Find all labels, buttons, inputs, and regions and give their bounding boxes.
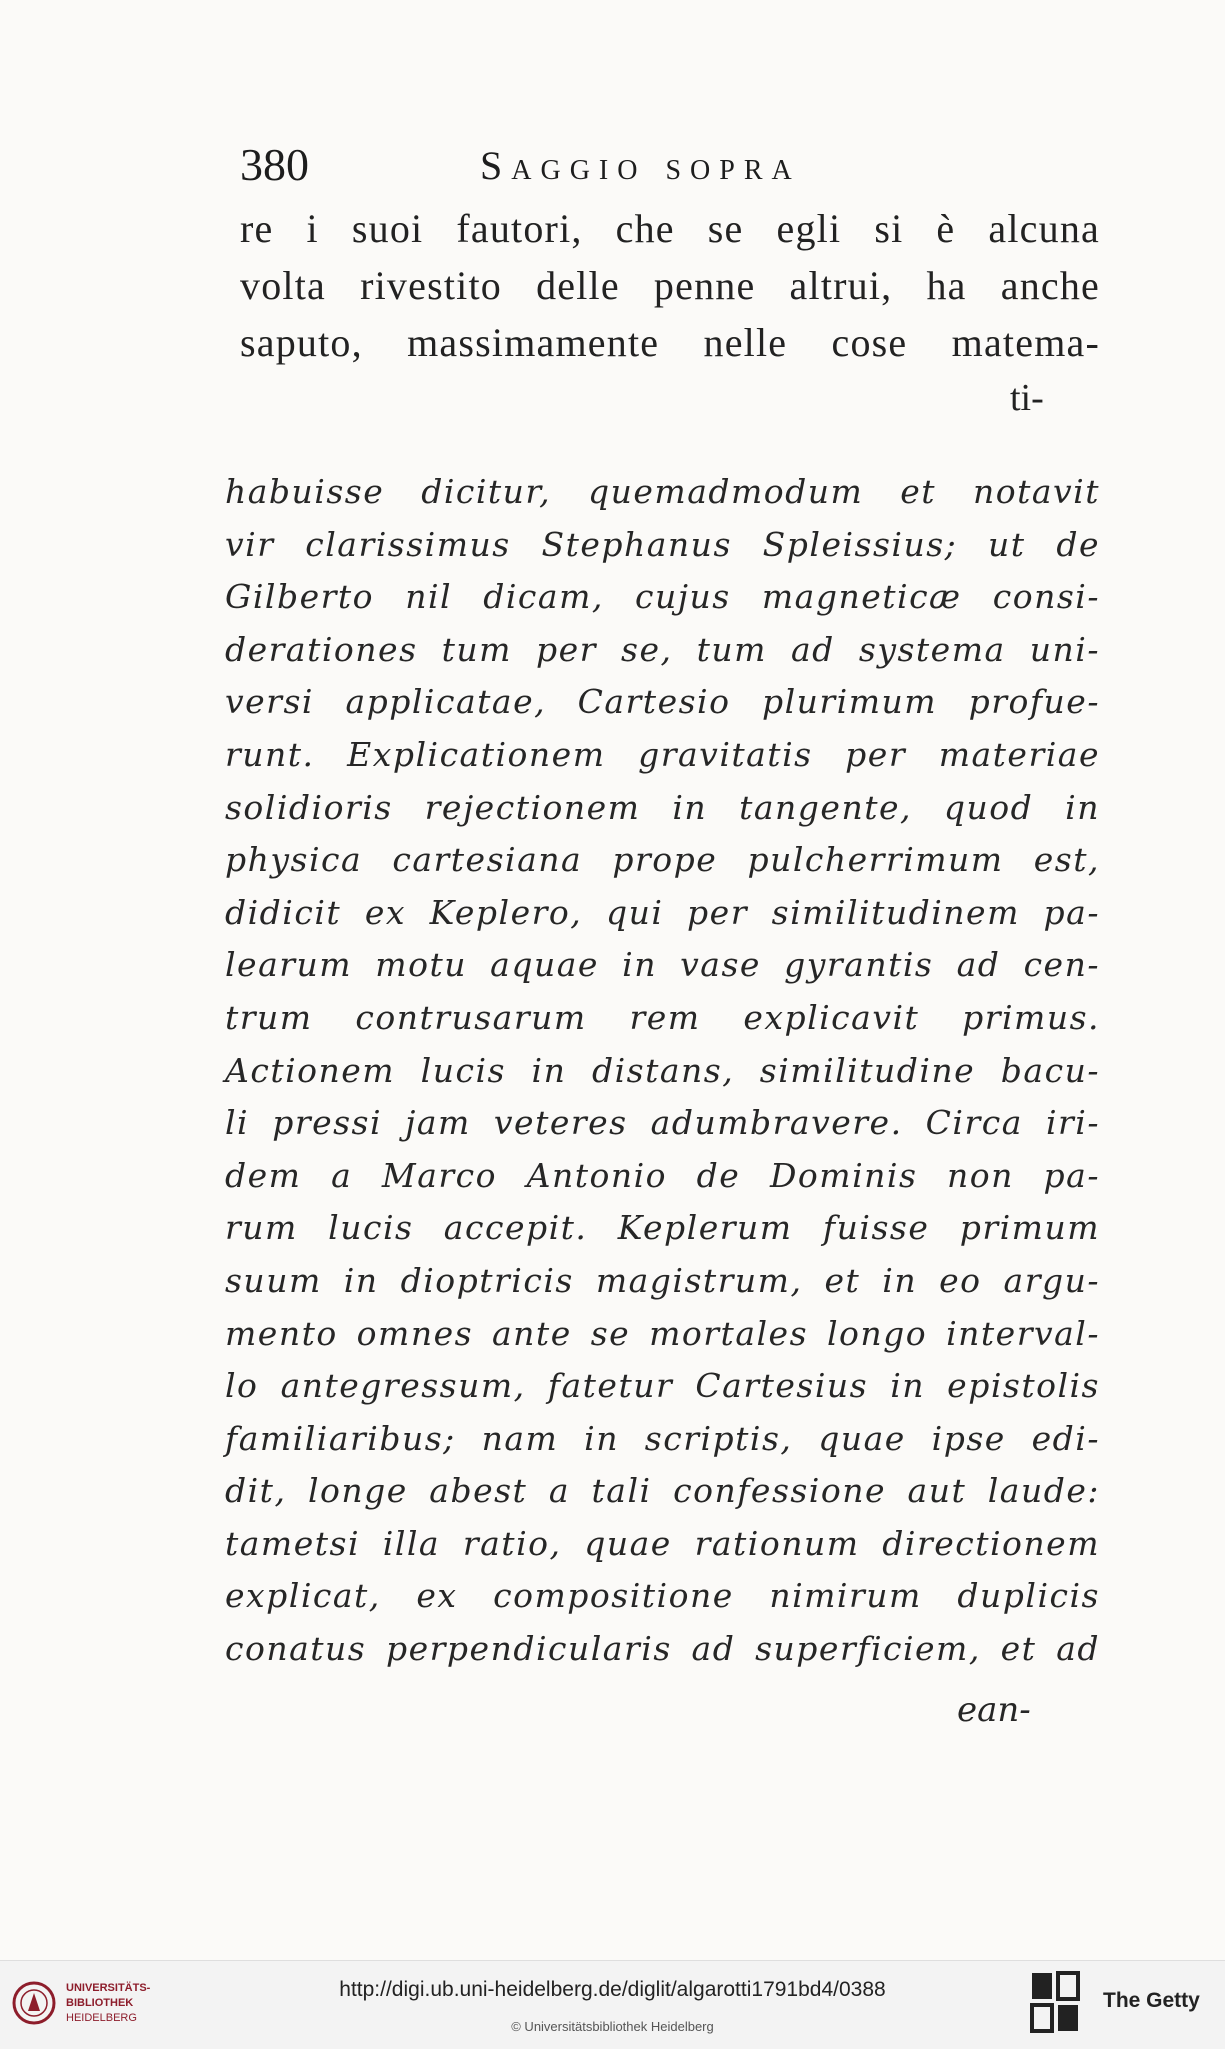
text-line: rum lucis accepit. Keplerum fuisse primum: [225, 1208, 1100, 1248]
copyright-text: © Universitätsbibliothek Heidelberg: [511, 2019, 714, 2034]
text-line: conatus perpendicularis ad superficiem, et ad: [225, 1629, 1100, 1669]
text-line: Gilberto nil dicam, cujus magneticæ consi-: [225, 577, 1100, 617]
permalink-url[interactable]: http://digi.ub.uni-heidelberg.de/diglit/algarotti1791bd4/0388: [339, 1978, 886, 2001]
getty-label[interactable]: The Getty: [1103, 1989, 1200, 2012]
library-line: BIBLIOTHEK: [66, 1997, 134, 2009]
text-line: dem a Marco Antonio de Dominis non pa-: [225, 1155, 1100, 1195]
text-line: solidioris rejectionem in tangente, quod in: [225, 787, 1100, 827]
text-line: explicat, ex compositione nimirum duplicis: [225, 1576, 1100, 1616]
text-line: learum motu aquae in vase gyrantis ad cen-: [225, 945, 1100, 985]
text-line: didicit ex Keplero, qui per similitudinem pa-: [225, 892, 1100, 932]
page-number: 380: [240, 139, 309, 190]
running-title: Saggio sopra: [480, 143, 801, 188]
text-line: lo antegressum, fatetur Cartesius in epistolis: [225, 1366, 1100, 1406]
text-line: Actionem lucis in distans, similitudine bacu-: [225, 1050, 1100, 1090]
text-line: derationes tum per se, tum ad systema uni-: [225, 629, 1100, 669]
text-line: physica cartesiana prope pulcherrimum est,: [225, 840, 1100, 880]
text-line: re i suoi fautori, che se egli si è alcuna: [240, 206, 1100, 251]
text-line: familiaribus; nam in scriptis, quae ipse edi-: [225, 1418, 1100, 1458]
getty-logo-icon[interactable]: [1030, 1971, 1080, 2033]
latin-footnote: [225, 466, 1100, 1676]
text-line: mento omnes ante se mortales longo interval-: [225, 1313, 1100, 1353]
catchword-top: ti-: [1010, 377, 1044, 419]
page-header: [240, 138, 1100, 188]
italian-paragraph: [240, 200, 1100, 371]
text-line: trum contrusarum rem explicavit primus.: [225, 997, 1100, 1037]
library-line: HEIDELBERG: [66, 2012, 137, 2024]
catchword-bottom: ean-: [957, 1690, 1031, 1730]
text-line: suum in dioptricis magistrum, et in eo argu-: [225, 1260, 1100, 1300]
text-line: runt. Explicationem gravitatis per materiae: [225, 734, 1100, 774]
text-line: tametsi illa ratio, quae rationum directionem: [225, 1523, 1100, 1563]
text-line: habuisse dicitur, quemadmodum et notavit: [225, 472, 1100, 511]
text-line: volta rivestito delle penne altrui, ha anche: [240, 263, 1100, 308]
viewer-footer: [0, 1960, 1225, 2049]
text-line: dit, longe abest a tali confessione aut laude:: [225, 1471, 1100, 1511]
text-line: saputo, massimamente nelle cose matema-: [240, 320, 1100, 365]
text-line: li pressi jam veteres adumbravere. Circa iri-: [225, 1103, 1100, 1143]
text-line: vir clarissimus Stephanus Spleissius; ut de: [225, 524, 1100, 564]
text-line: versi applicatae, Cartesio plurimum profue-: [225, 682, 1100, 722]
library-line: UNIVERSITÄTS-: [66, 1982, 151, 1994]
